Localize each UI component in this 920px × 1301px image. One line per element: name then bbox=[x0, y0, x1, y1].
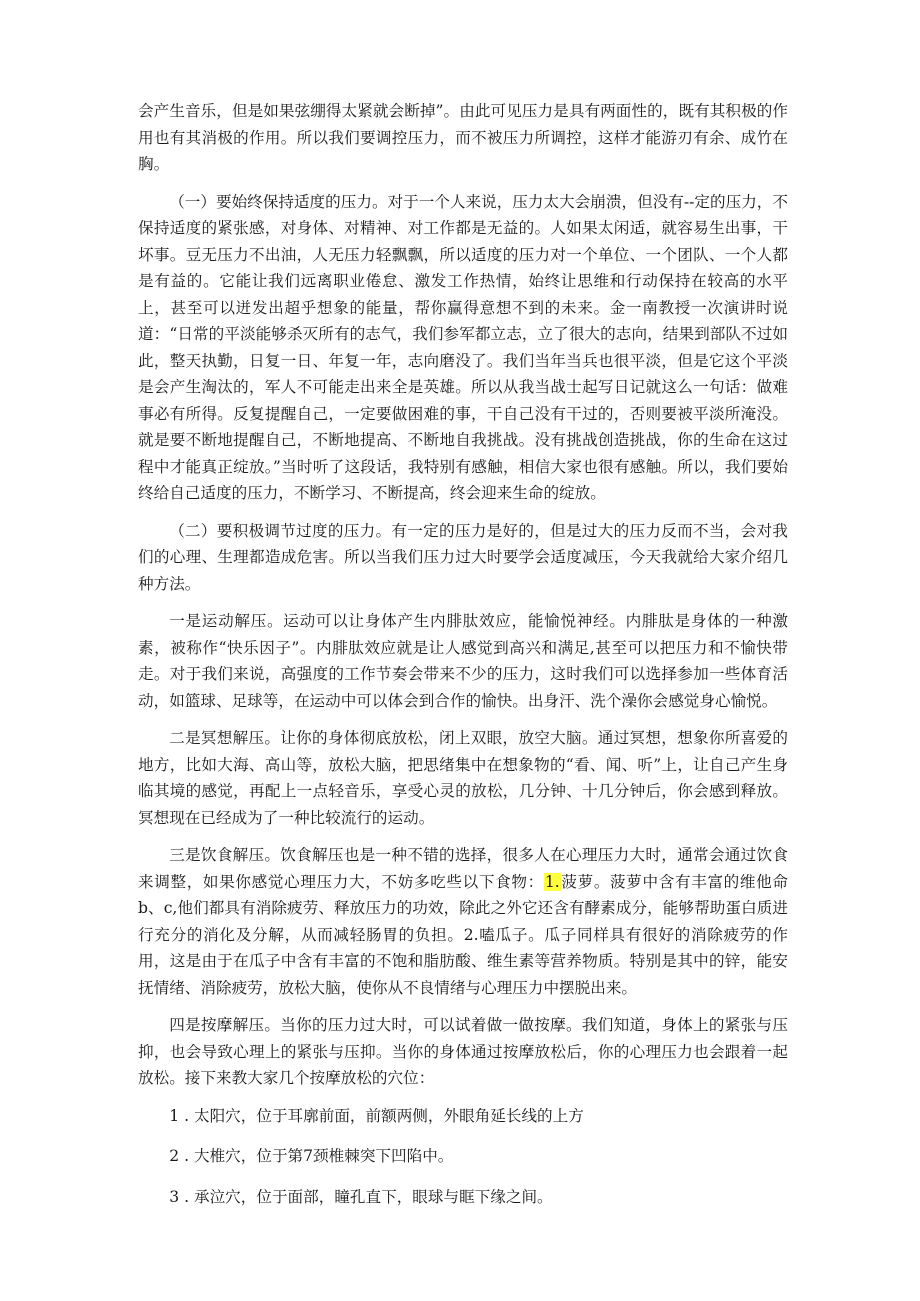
paragraph-meditation-relief: 二是冥想解压。让你的身体彻底放松，闭上双眼，放空大脑。通过冥想，想象你所喜爱的地方，比如大海、高山等，放松大脑，把思绪集中在想象物的“看、闻、听”上，让自己产生身临其境的感觉，再配上一点轻音乐，享受心灵的放松，几分钟、十几分钟后，你会感到释放。冥想现在已经成为了一种比较流行的运动。 bbox=[138, 729, 788, 827]
diet-text-before: 三是饮食解压。饮食解压也是一种不错的选择，很多人在心理压力大时，通常会通过饮食来调整，如果你感觉心理压力大，不妨多吃些以下食物： bbox=[138, 846, 788, 891]
paragraph-diet-relief bbox=[138, 842, 788, 1001]
acupoint-list-item: 2 . 大椎穴，位于第7颈椎棘突下凹陷中。 bbox=[169, 1147, 454, 1165]
paragraph-massage-relief: 四是按摩解压。当你的压力过大时，可以试着做一做按摩。我们知道，身体上的紧张与压抑，也会导致心理上的紧张与压抑。当你的身体通过按摩放松后，你的心理压力也会跟着一起放松。接下来教大家几个按摩放松的穴位： bbox=[138, 1016, 788, 1087]
acupoint-list-item: 3 . 承泣穴，位于面部，瞳孔直下，眼球与眶下缘之间。 bbox=[169, 1187, 553, 1206]
diet-text-after: 菠萝。菠萝中含有丰富的维他命b、c,他们都具有消除疲劳、释放压力的功效，除此之外它还含有酵素成分，能够帮助蛋白质进行充分的消化及分解，从而减轻肠胃的负担。2.嗑瓜子。瓜子同样具有很好的消除疲劳的作用，这是由于在瓜子中含有丰富的不饱和脂肪酸、维生素等营养物质。特别是其中的锌，能安抚情绪、消除疲劳，放松大脑，使你从不良情绪与心理压力中摆脱出来。 bbox=[138, 872, 788, 997]
paragraph-exercise-relief: 一是运动解压。运动可以让身体产生内腓肽效应，能愉悦神经。内腓肽是身体的一种激素，被称作“快乐因子”。内腓肽效应就是让人感觉到高兴和满足,甚至可以把压力和不愉快带走。对于我们来说，高强度的工作节奏会带来不少的压力，这时我们可以选择参加一些体育活动，如篮球、足球等，在运动中可以体会到合作的愉快。出身汗、洗个澡你会感觉身心愉悦。 bbox=[138, 612, 788, 710]
paragraph-pressure-duality: 会产生音乐，但是如果弦绷得太紧就会断掉”。由此可见压力是具有两面性的，既有其积极的作用也有其消极的作用。所以我们要调控压力，而不被压力所调控，这样才能游刃有余、成竹在胸。 bbox=[138, 102, 788, 173]
paragraph-excess-pressure: （二）要积极调节过度的压力。有一定的压力是好的，但是过大的压力反而不当，会对我们的心理、生理都造成危害。所以当我们压力过大时要学会适度减压，今天我就给大家介绍几种方法。 bbox=[138, 521, 788, 593]
paragraph-moderate-pressure: （一）要始终保持适度的压力。对于一个人来说，压力太大会崩溃，但没有--定的压力，不保持适度的紧张感，对身体、对精神、对工作都是无益的。人如果太闲适，就容易生出事，干坏事。豆无压力不出油，人无压力轻飘飘，所以适度的压力对一个单位、一个团队、一个人都是有益的。它能让我们远离职业倦怠、激发工作热情，始终让思维和行动保持在较高的水平上，甚至可以迸发出超乎想象的能量，帮你赢得意想不到的未来。金一南教授一次演讲时说道：“日常的平淡能够杀灭所有的志气，我们参军都立志，立了很大的志向，结果到部队不过如此，整天执勤，日复一日、年复一年，志向磨没了。我们当年当兵也很平淡，但是它这个平淡是会产生淘汰的，军人不可能走出来全是英雄。所以从我当战士起写日记就这么一句话：做难事必有所得。反复提醒自己，一定要做困难的事，干自己没有干过的，否则要被平淡所淹没。就是要不断地提醒自己，不断地提高、不断地自我挑战。没有挑战创造挑战，你的生命在这过程中才能真正绽放。”当时听了这段话，我特别有感触，相信大家也很有感触。所以，我们要始终给自己适度的压力，不断学习、不断提高，终会迎来生命的绽放。 bbox=[138, 192, 788, 502]
highlighted-number: 1. bbox=[544, 872, 560, 891]
acupoint-list-item: 1 . 太阳穴，位于耳廓前面，前额两侧，外眼角延长线的上方 bbox=[169, 1106, 584, 1125]
document-body bbox=[138, 98, 788, 1224]
